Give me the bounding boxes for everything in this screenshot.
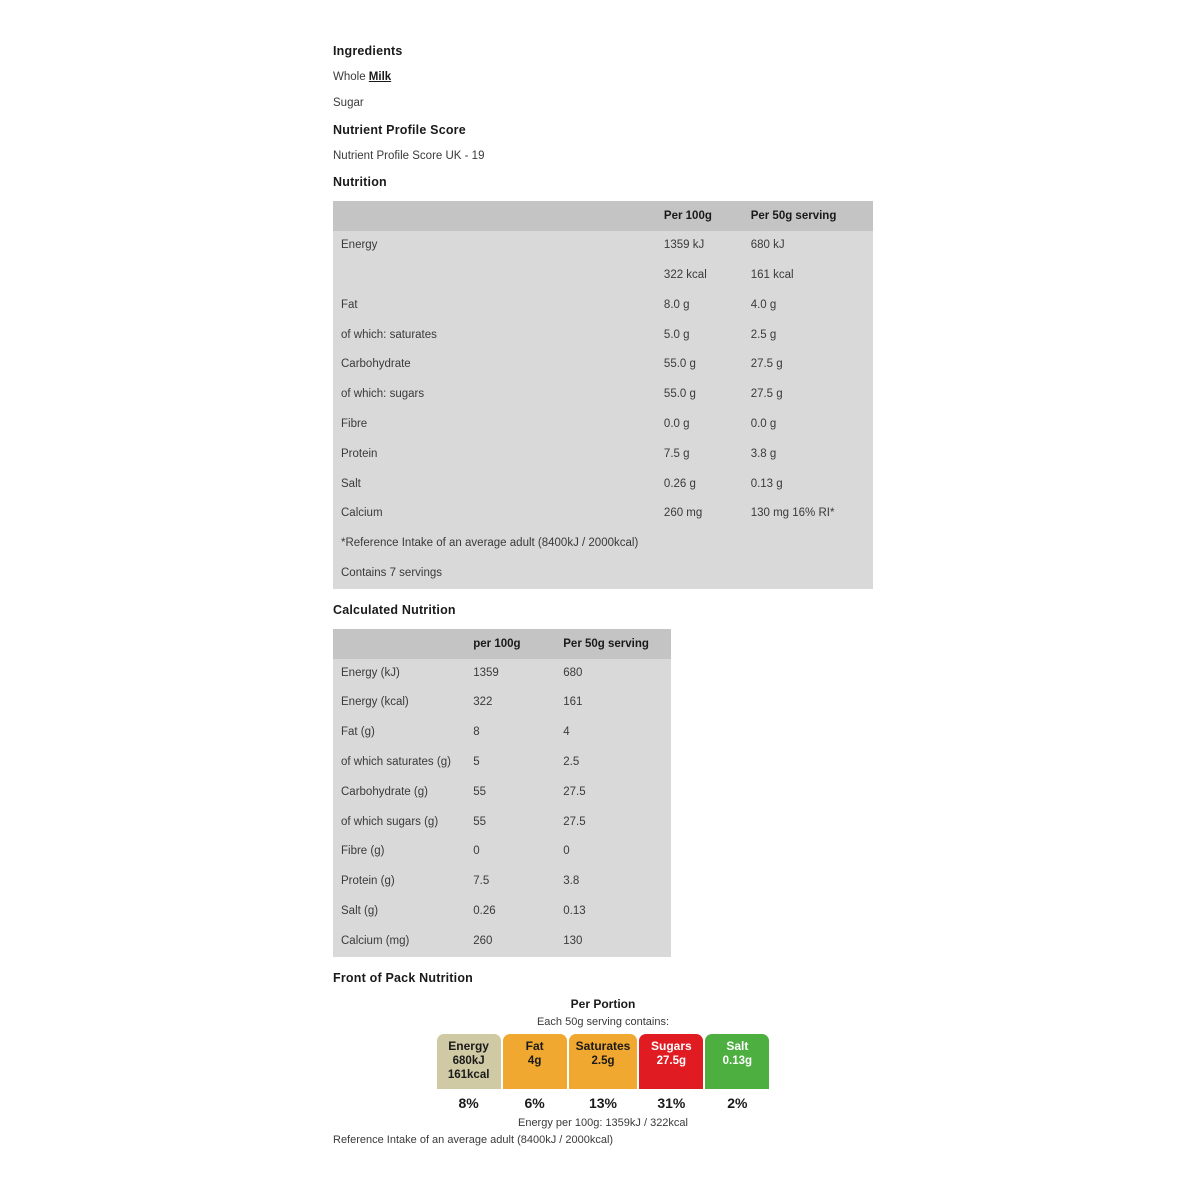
nutrition-row-per100g: 322 kcal [663,268,707,281]
nutrition-row-per100g: 5.0 g [663,328,690,341]
fop-box-saturates [569,1034,638,1089]
nutrition-row-per100g: 55.0 g [663,388,696,401]
calculated-row-label: Protein (g) [341,875,395,888]
fop-percent-sugars: 31% [639,1089,703,1115]
calculated-row-per100g: 7.5 [473,875,490,888]
nutrition-row-per100g: 1359 kJ [663,239,705,252]
nutrition-row-label: of which: saturates [341,328,437,341]
fop-label-sugars: Sugars [651,1038,692,1053]
fop-label-saturates: Saturates [575,1038,631,1053]
calculated-row-perserving: 4 [563,726,570,739]
nutrition-row-label: Salt [341,477,361,490]
ingredient-prefix: Whole [333,71,369,83]
nutrition-row-per100g: 7.5 g [663,447,690,460]
fop-percent-energy: 8% [437,1089,501,1115]
nutrition-row-perserving: 4.0 g [750,298,777,311]
nutrition-row-perserving: 0.0 g [750,417,777,430]
nutrition-row-label: Calcium [341,507,383,520]
calculated-row-label: Fibre (g) [341,845,385,858]
calculated-row-perserving: 27.5 [563,815,586,828]
nutrition-heading: Nutrition [333,175,387,190]
fop-value-salt: 0.13g [722,1055,753,1068]
nutrient-profile-score-value: Nutrient Profile Score UK - 19 [333,149,485,162]
calculated-row-per100g: 260 [473,934,493,947]
fop-value-sugars-2 [646,1069,696,1082]
ingredients-heading: Ingredients [333,44,403,58]
table-row [333,718,671,748]
nutrition-row-label [333,261,658,291]
nutrition-row-per100g: 260 mg [663,507,703,520]
fop-item-fat [503,1034,567,1115]
table-row [333,688,671,718]
nutrition-row-perserving: 0.13 g [750,477,783,490]
calculated-row-label: Fat (g) [341,726,375,739]
calculated-col-per100g: per 100g [467,629,557,659]
energy-per-100g-line: Energy per 100g: 1359kJ / 322kcal [517,1116,688,1129]
calculated-nutrition-heading: Calculated Nutrition [333,602,456,617]
table-row [333,231,873,261]
table-row-footnote [333,559,873,589]
table-row-footnote [333,529,873,559]
nutrition-row-label: of which: sugars [341,388,425,401]
calculated-row-perserving: 0.13 [563,905,586,918]
table-row [333,778,671,808]
table-row [333,470,873,500]
ingredient-line-1 [333,70,873,84]
fop-box-energy [437,1034,501,1089]
table-row [333,321,873,351]
fop-value-energy-kcal: 161kcal [447,1068,490,1081]
table-row [333,410,873,440]
nutrition-col-label [333,201,658,231]
table-row [333,659,671,689]
fop-box-sugars [639,1034,703,1089]
serving-line: Each 50g serving contains: [536,1015,670,1028]
nutrition-row-perserving: 130 mg 16% RI* [750,507,835,520]
nutrition-row-per100g: 55.0 g [663,358,696,371]
table-row [333,350,873,380]
calculated-row-perserving: 2.5 [563,756,580,769]
calculated-row-per100g: 8 [473,726,480,739]
fop-value-fat: 4g [527,1055,542,1068]
nutrition-row-label: Fibre [341,417,368,430]
calculated-row-per100g: 55 [473,785,487,798]
table-row [333,837,671,867]
nutrition-row-perserving: 161 kcal [750,268,794,281]
nutrition-row-label: Carbohydrate [341,358,411,371]
nutrition-row-per100g: 0.26 g [663,477,696,490]
fop-value-saturates-2 [576,1069,631,1082]
calculated-table-header-row [333,629,671,659]
nutrition-row-perserving: 3.8 g [750,447,777,460]
allergen-milk: Milk [368,71,392,83]
calculated-row-per100g: 55 [473,815,487,828]
calculated-row-label: of which sugars (g) [341,815,439,828]
calculated-row-label: Salt (g) [341,905,379,918]
per-portion-title: Per Portion [570,996,636,1011]
fop-value-saturates: 2.5g [591,1055,615,1068]
traffic-light-table [435,1034,772,1115]
calculated-col-label [333,629,467,659]
ingredient-line-2 [333,96,873,110]
fop-percent-saturates: 13% [569,1089,638,1115]
front-of-pack-panel [333,997,873,1146]
table-row [333,261,873,291]
fop-value-fat-2 [510,1069,560,1082]
table-row [333,927,671,957]
table-row [333,440,873,470]
table-row [333,748,671,778]
calculated-row-perserving: 0 [563,845,570,858]
fop-percent-fat: 6% [503,1089,567,1115]
fop-item-sugars [639,1034,703,1115]
nutrition-table-header-row [333,201,873,231]
calculated-nutrition-table [333,629,671,957]
table-row [333,897,671,927]
reference-intake-line: Reference Intake of an average adult (8400kJ / 2000kcal) [333,1133,614,1146]
nutrition-col-perserving: Per 50g serving [745,201,873,231]
fop-value-sugars: 27.5g [656,1055,687,1068]
nutrition-footnote-servings: Contains 7 servings [341,566,442,579]
calculated-row-label: of which saturates (g) [341,756,451,769]
nutrition-col-per100g: Per 100g [658,201,745,231]
fop-item-saturates [569,1034,638,1115]
fop-item-salt [705,1034,769,1115]
nutrition-row-perserving: 2.5 g [750,328,777,341]
table-row [333,380,873,410]
nutrition-row-perserving: 27.5 g [750,358,783,371]
nutrition-row-label: Protein [341,447,378,460]
nutrition-row-label: Fat [341,298,358,311]
ingredient-prefix-2: Sugar [333,97,364,110]
calculated-row-per100g: 1359 [473,666,499,679]
calculated-row-per100g: 0.26 [473,905,496,918]
calculated-row-label: Energy (kJ) [341,666,400,679]
nutrient-profile-score-heading: Nutrient Profile Score [333,122,466,137]
fop-label-fat: Fat [525,1038,544,1053]
nutrition-row-per100g: 0.0 g [663,417,690,430]
fop-label-energy: Energy [448,1038,489,1053]
calculated-row-perserving: 680 [563,666,583,679]
nutrition-table [333,201,873,589]
fop-box-fat [503,1034,567,1089]
table-row [333,499,873,529]
calculated-row-perserving: 130 [563,934,583,947]
nutrition-row-perserving: 27.5 g [750,388,783,401]
table-row [333,808,671,838]
calculated-row-per100g: 0 [473,845,480,858]
front-of-pack-heading: Front of Pack Nutrition [333,970,474,985]
table-row [333,291,873,321]
spacer [333,957,873,971]
calculated-row-perserving: 27.5 [563,785,586,798]
calculated-row-per100g: 322 [473,696,493,709]
nutrition-row-per100g: 8.0 g [663,298,690,311]
fop-label-salt: Salt [726,1038,749,1053]
calculated-row-per100g: 5 [473,756,480,769]
nutrition-row-label: Energy [341,239,378,252]
calculated-row-label: Energy (kcal) [341,696,409,709]
spacer [333,589,873,603]
calculated-row-perserving: 161 [563,696,583,709]
calculated-row-label: Calcium (mg) [341,934,410,947]
fop-item-energy [437,1034,501,1115]
calculated-col-perserving: Per 50g serving [557,629,671,659]
fop-value-energy-kj: 680kJ [452,1055,485,1068]
document-content [333,44,873,1146]
nutrition-row-perserving: 680 kJ [750,239,785,252]
calculated-row-label: Carbohydrate (g) [341,785,428,798]
fop-value-salt-2 [712,1069,762,1082]
fop-percent-salt: 2% [705,1089,769,1115]
fop-box-salt [705,1034,769,1089]
table-row [333,867,671,897]
nutrition-footnote-ri: *Reference Intake of an average adult (8400kJ / 2000kcal) [341,537,639,550]
calculated-row-perserving: 3.8 [563,875,580,888]
